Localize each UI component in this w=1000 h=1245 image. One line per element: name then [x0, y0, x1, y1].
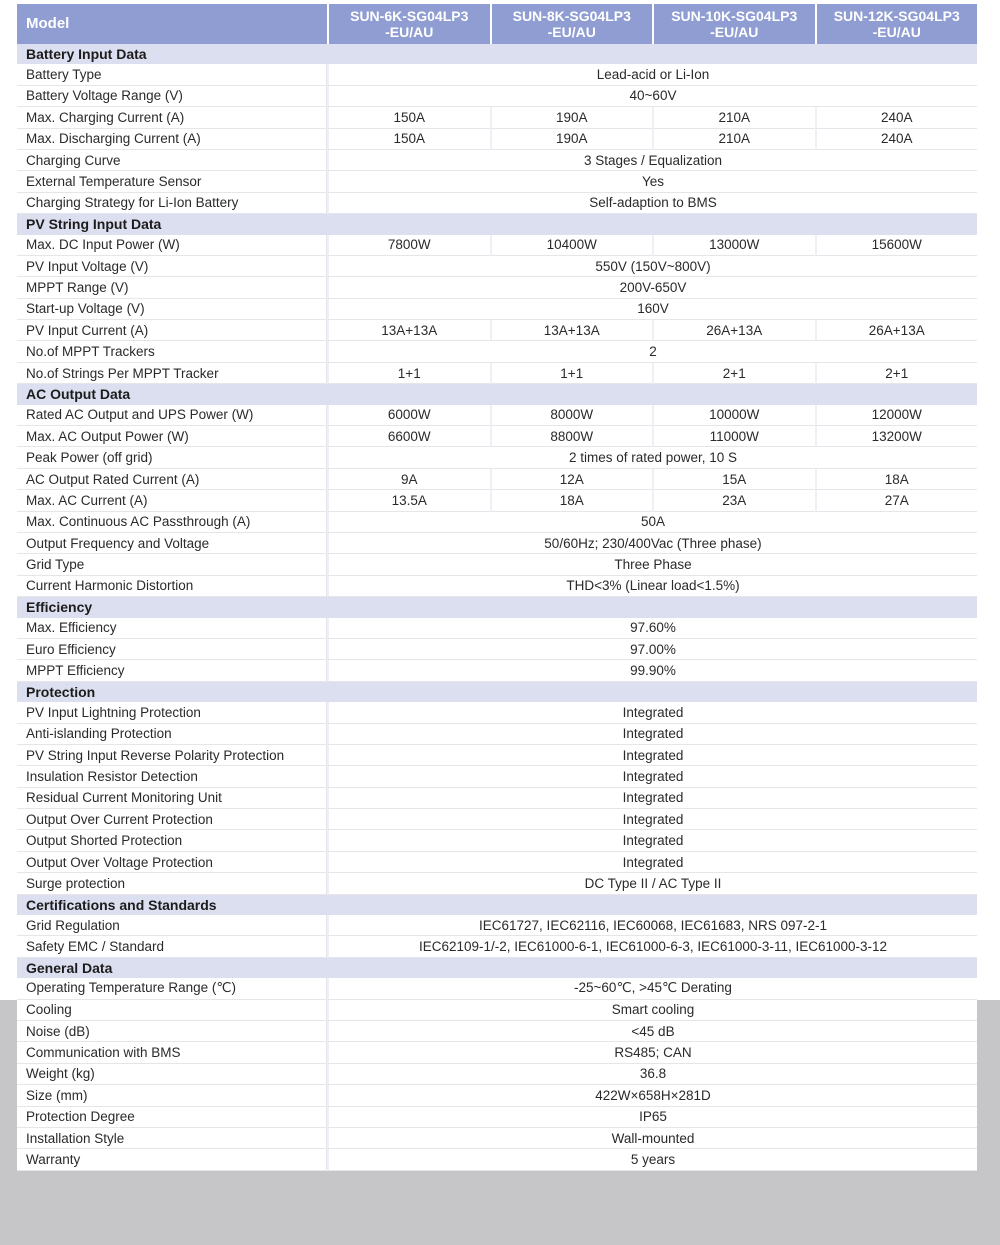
spec-value: IP65 — [327, 1107, 977, 1128]
spec-value: 97.60% — [327, 618, 977, 639]
spec-label: Grid Regulation — [17, 915, 327, 936]
section-title: Protection — [17, 682, 977, 702]
spec-value: 13A+13A — [327, 320, 490, 341]
spec-label: MPPT Range (V) — [17, 277, 327, 298]
spec-label: Start-up Voltage (V) — [17, 299, 327, 320]
model-column-header — [652, 4, 815, 44]
spec-label: Operating Temperature Range (℃) — [17, 978, 327, 999]
spec-label: MPPT Efficiency — [17, 660, 327, 681]
spec-value: 2+1 — [815, 363, 978, 384]
spec-label: Anti-islanding Protection — [17, 724, 327, 745]
section-title: General Data — [17, 958, 977, 978]
spec-value: 36.8 — [327, 1064, 977, 1085]
table-row — [17, 107, 977, 128]
table-row — [17, 363, 977, 384]
spec-value: 240A — [815, 129, 978, 150]
spec-label: Cooling — [17, 1000, 327, 1021]
table-row — [17, 1128, 977, 1149]
spec-value: 5 years — [327, 1149, 977, 1170]
spec-value: Lead-acid or Li-Ion — [327, 64, 977, 85]
table-row — [17, 277, 977, 298]
spec-value: Integrated — [327, 702, 977, 723]
spec-label: Output Over Voltage Protection — [17, 852, 327, 873]
spec-label: Output Shorted Protection — [17, 830, 327, 851]
table-row — [17, 64, 977, 85]
spec-value: 422W×658H×281D — [327, 1085, 977, 1106]
spec-value: 7800W — [327, 235, 490, 256]
spec-value: 8800W — [490, 426, 653, 447]
spec-value: <45 dB — [327, 1021, 977, 1042]
spec-label: Rated AC Output and UPS Power (W) — [17, 405, 327, 426]
spec-label: Residual Current Monitoring Unit — [17, 788, 327, 809]
spec-value: Integrated — [327, 788, 977, 809]
section-title: AC Output Data — [17, 384, 977, 404]
table-row — [17, 576, 977, 597]
spec-value: 15A — [652, 469, 815, 490]
spec-label: Max. AC Output Power (W) — [17, 426, 327, 447]
table-row — [17, 193, 977, 214]
model-column-header — [490, 4, 653, 44]
spec-value: 550V (150V~800V) — [327, 256, 977, 277]
spec-value: 240A — [815, 107, 978, 128]
spec-value: 10400W — [490, 235, 653, 256]
model-name-line2: -EU/AU — [385, 24, 434, 40]
section-header-row — [17, 384, 977, 404]
spec-value: 200V-650V — [327, 277, 977, 298]
table-row — [17, 830, 977, 851]
table-row — [17, 745, 977, 766]
spec-value: THD<3% (Linear load<1.5%) — [327, 576, 977, 597]
spec-value: 50/60Hz; 230/400Vac (Three phase) — [327, 533, 977, 554]
spec-label: PV Input Current (A) — [17, 320, 327, 341]
spec-value: 210A — [652, 107, 815, 128]
spec-value: Integrated — [327, 830, 977, 851]
spec-value: 1+1 — [490, 363, 653, 384]
table-row — [17, 852, 977, 873]
section-header-row — [17, 597, 977, 617]
spec-value: 11000W — [652, 426, 815, 447]
spec-label: Size (mm) — [17, 1085, 327, 1106]
model-name-line2: -EU/AU — [710, 24, 759, 40]
spec-label: Output Over Current Protection — [17, 809, 327, 830]
spec-label: Max. Continuous AC Passthrough (A) — [17, 512, 327, 533]
spec-value: 15600W — [815, 235, 978, 256]
table-row — [17, 618, 977, 639]
table-header — [17, 4, 977, 44]
table-row — [17, 1021, 977, 1042]
spec-value: -25~60℃, >45℃ Derating — [327, 978, 977, 999]
spec-label: Euro Efficiency — [17, 639, 327, 660]
spec-label: Noise (dB) — [17, 1021, 327, 1042]
section-title: Battery Input Data — [17, 44, 977, 64]
spec-value: IEC61727, IEC62116, IEC60068, IEC61683, NRS 097-2-1 — [327, 915, 977, 936]
table-row — [17, 978, 977, 999]
spec-value: 1+1 — [327, 363, 490, 384]
model-name-line1: SUN-6K-SG04LP3 — [350, 8, 469, 24]
spec-label: Installation Style — [17, 1128, 327, 1149]
table-row — [17, 724, 977, 745]
spec-label: AC Output Rated Current (A) — [17, 469, 327, 490]
spec-label: Protection Degree — [17, 1107, 327, 1128]
table-row — [17, 660, 977, 681]
section-header-row — [17, 958, 977, 978]
spec-label: Max. Efficiency — [17, 618, 327, 639]
table-row — [17, 873, 977, 894]
spec-label: Battery Voltage Range (V) — [17, 86, 327, 107]
table-row — [17, 702, 977, 723]
spec-value: Integrated — [327, 809, 977, 830]
spec-label: Current Harmonic Distortion — [17, 576, 327, 597]
spec-value: 50A — [327, 512, 977, 533]
model-name-line2: -EU/AU — [872, 24, 921, 40]
spec-value: 23A — [652, 490, 815, 511]
spec-value: Integrated — [327, 745, 977, 766]
spec-value: 40~60V — [327, 86, 977, 107]
model-header: Model — [17, 4, 327, 44]
table-row — [17, 915, 977, 936]
table-row — [17, 788, 977, 809]
model-name-line1: SUN-12K-SG04LP3 — [833, 8, 960, 24]
model-name-line2: -EU/AU — [547, 24, 596, 40]
section-header-row — [17, 682, 977, 702]
spec-value: 10000W — [652, 405, 815, 426]
spec-label: Grid Type — [17, 554, 327, 575]
table-row — [17, 1107, 977, 1128]
spec-value: 13200W — [815, 426, 978, 447]
spec-label: PV Input Lightning Protection — [17, 702, 327, 723]
spec-label: Max. AC Current (A) — [17, 490, 327, 511]
spec-value: 97.00% — [327, 639, 977, 660]
spec-value: 150A — [327, 107, 490, 128]
table-row — [17, 171, 977, 192]
section-title: Certifications and Standards — [17, 895, 977, 915]
table-row — [17, 447, 977, 468]
table-row — [17, 554, 977, 575]
table-row — [17, 426, 977, 447]
model-column-header — [815, 4, 978, 44]
table-row — [17, 320, 977, 341]
table-row — [17, 533, 977, 554]
table-row — [17, 490, 977, 511]
spec-value: 18A — [815, 469, 978, 490]
spec-value: 190A — [490, 129, 653, 150]
spec-value: 18A — [490, 490, 653, 511]
table-row — [17, 1064, 977, 1085]
spec-value: Integrated — [327, 724, 977, 745]
spec-label: Charging Curve — [17, 150, 327, 171]
spec-label: Safety EMC / Standard — [17, 936, 327, 957]
spec-label: No.of Strings Per MPPT Tracker — [17, 363, 327, 384]
spec-label: Peak Power (off grid) — [17, 447, 327, 468]
spec-value: 9A — [327, 469, 490, 490]
table-row — [17, 1149, 977, 1170]
section-header-row — [17, 895, 977, 915]
spec-value: 13000W — [652, 235, 815, 256]
table-row — [17, 150, 977, 171]
spec-label: Max. Discharging Current (A) — [17, 129, 327, 150]
table-body — [17, 44, 977, 1171]
header-row — [17, 4, 977, 44]
spec-label: PV String Input Reverse Polarity Protection — [17, 745, 327, 766]
table-row — [17, 86, 977, 107]
spec-value: Integrated — [327, 766, 977, 787]
spec-label: Weight (kg) — [17, 1064, 327, 1085]
spec-value: 2 — [327, 341, 977, 362]
spec-label: No.of MPPT Trackers — [17, 341, 327, 362]
spec-value: 27A — [815, 490, 978, 511]
spec-label: Insulation Resistor Detection — [17, 766, 327, 787]
spec-label: Output Frequency and Voltage — [17, 533, 327, 554]
model-name-line1: SUN-8K-SG04LP3 — [512, 8, 631, 24]
table-row — [17, 405, 977, 426]
spec-value: 99.90% — [327, 660, 977, 681]
spec-label: Max. DC Input Power (W) — [17, 235, 327, 256]
spec-value: 26A+13A — [652, 320, 815, 341]
table-row — [17, 512, 977, 533]
spec-value: 2+1 — [652, 363, 815, 384]
spec-label: Battery Type — [17, 64, 327, 85]
table-row — [17, 639, 977, 660]
spec-value: Yes — [327, 171, 977, 192]
spec-label: Surge protection — [17, 873, 327, 894]
spec-label: PV Input Voltage (V) — [17, 256, 327, 277]
spec-value: Self-adaption to BMS — [327, 193, 977, 214]
spec-value: 6600W — [327, 426, 490, 447]
spec-table — [17, 4, 977, 1171]
section-header-row — [17, 44, 977, 64]
table-row — [17, 235, 977, 256]
table-row — [17, 256, 977, 277]
spec-label: External Temperature Sensor — [17, 171, 327, 192]
spec-value: 210A — [652, 129, 815, 150]
spec-value: 8000W — [490, 405, 653, 426]
table-row — [17, 766, 977, 787]
spec-label: Communication with BMS — [17, 1042, 327, 1063]
spec-label: Charging Strategy for Li-Ion Battery — [17, 193, 327, 214]
table-row — [17, 1085, 977, 1106]
model-name-line1: SUN-10K-SG04LP3 — [671, 8, 798, 24]
spec-label: Max. Charging Current (A) — [17, 107, 327, 128]
model-column-header — [327, 4, 490, 44]
spec-value: Integrated — [327, 852, 977, 873]
spec-value: 13A+13A — [490, 320, 653, 341]
spec-value: RS485; CAN — [327, 1042, 977, 1063]
spec-value: Wall-mounted — [327, 1128, 977, 1149]
table-row — [17, 341, 977, 362]
spec-value: 12000W — [815, 405, 978, 426]
table-row — [17, 299, 977, 320]
spec-value: 26A+13A — [815, 320, 978, 341]
table-row — [17, 1000, 977, 1021]
table-row — [17, 1042, 977, 1063]
spec-value: 160V — [327, 299, 977, 320]
spec-value: 190A — [490, 107, 653, 128]
spec-value: 150A — [327, 129, 490, 150]
spec-value: Three Phase — [327, 554, 977, 575]
table-row — [17, 936, 977, 957]
table-row — [17, 129, 977, 150]
spec-value: IEC62109-1/-2, IEC61000-6-1, IEC61000-6-3, IEC61000-3-11, IEC61000-3-12 — [327, 936, 977, 957]
section-header-row — [17, 214, 977, 234]
spec-label: Warranty — [17, 1149, 327, 1170]
spec-value: Smart cooling — [327, 1000, 977, 1021]
spec-value: DC Type II / AC Type II — [327, 873, 977, 894]
section-title: Efficiency — [17, 597, 977, 617]
spec-value: 6000W — [327, 405, 490, 426]
table-row — [17, 469, 977, 490]
spec-value: 2 times of rated power, 10 S — [327, 447, 977, 468]
table-row — [17, 809, 977, 830]
spec-value: 13.5A — [327, 490, 490, 511]
section-title: PV String Input Data — [17, 214, 977, 234]
spec-value: 12A — [490, 469, 653, 490]
spec-value: 3 Stages / Equalization — [327, 150, 977, 171]
